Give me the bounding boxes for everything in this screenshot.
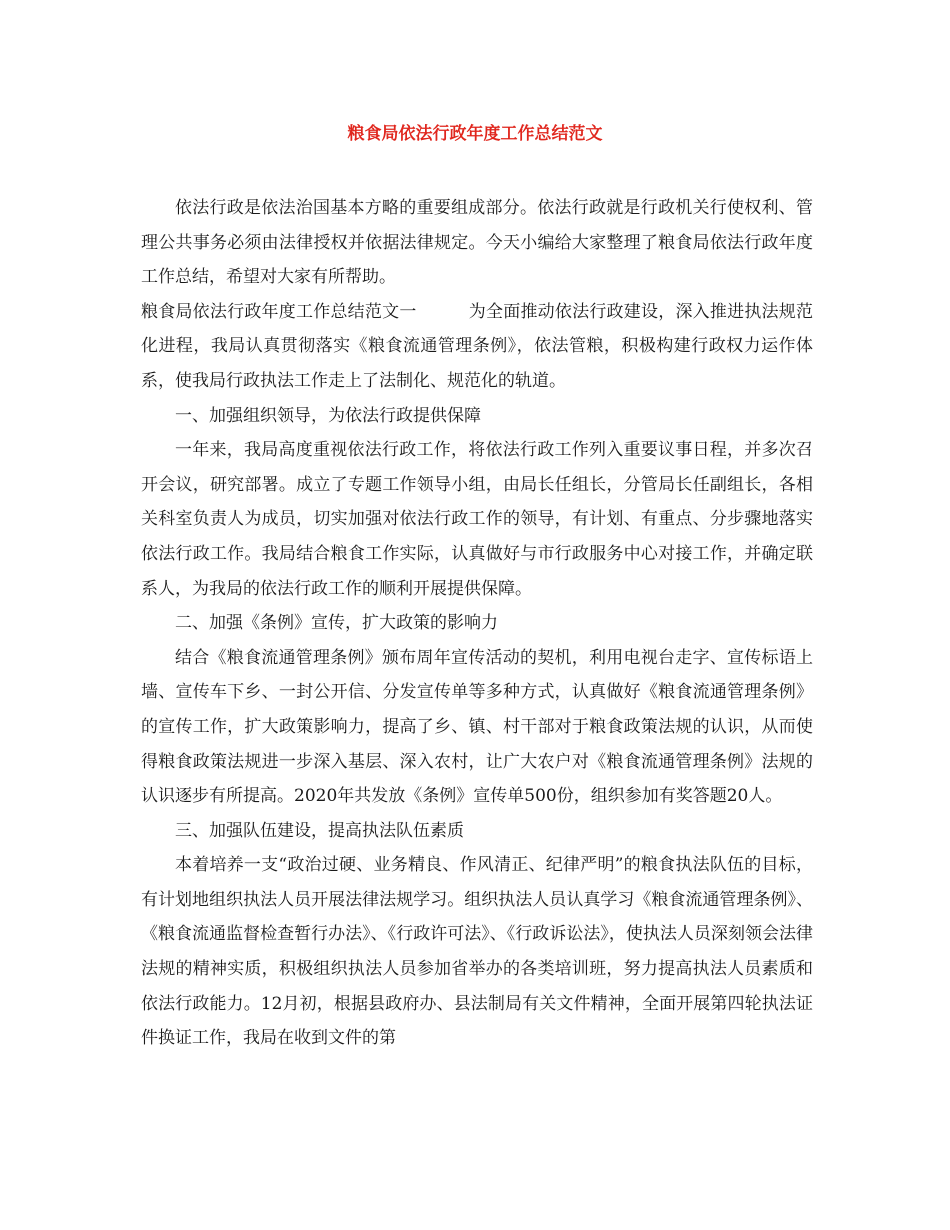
sample-opening: 为全面推动依法行政建设，深入推进执法规范化进程，我局认真贯彻落实《粮食流通管理条例》，依法管粮，积极构建行政权力运作体系，使我局行政执法工作走上了法制化、规范化的轨道。 (141, 301, 814, 391)
sample-paragraph (141, 295, 813, 399)
section3-paragraph: 本着培养一支“政治过硬、业务精良、作风清正、纪律严明”的粮食执法队伍的目标，有计划地组织执法人员开展法律法规学习。组织执法人员认真学习《粮食流通管理条例》、《粮食流通监督检查暂行办法》、《行政许可法》、《行政诉讼法》，使执法人员深刻领会法律法规的精神实质，积极组织执法人员参加省举办的各类培训班，努力提高执法人员素质和依法行政能力。12月初，根据县政府办、县法制局有关文件精神，全面开展第四轮执法证件换证工作，我局在收到文件的第 (141, 855, 813, 1049)
section1-heading: 一、加强组织领导，为依法行政提供保障 (175, 405, 481, 426)
section1-paragraph: 一年来，我局高度重视依法行政工作，将依法行政工作列入重要议事日程，并多次召开会议，研究部署。成立了专题工作领导小组，由局长任组长，分管局长任副组长，各相关科室负责人为成员，切实加强对依法行政工作的领导，有计划、有重点、分步骤地落实依法行政工作。我局结合粮食工作实际，认真做好与市行政服务中心对接工作，并确定联系人，为我局的依法行政工作的顺利开展提供保障。 (141, 440, 813, 599)
document-title: 粮食局依法行政年度工作总结范文 (347, 124, 603, 144)
section2-paragraph: 结合《粮食流通管理条例》颁布周年宣传活动的契机，利用电视台走字、宣传标语上墙、宣传车下乡、一封公开信、分发宣传单等多种方式，认真做好《粮食流通管理条例》的宣传工作，扩大政策影响力，提高了乡、镇、村干部对于粮食政策法规的认识，从而使得粮食政策法规进一步深入基层、深入农村，让广大农户对《粮食流通管理条例》法规的认识逐步有所提高。2020年共发放《条例》宣传单500份，组织参加有奖答题20人。 (141, 647, 813, 807)
section3-heading: 三、加强队伍建设，提高执法队伍素质 (175, 820, 464, 841)
document-body (141, 191, 813, 1056)
section2-heading: 二、加强《条例》宣传，扩大政策的影响力 (175, 613, 498, 634)
intro-paragraph: 依法行政是依法治国基本方略的重要组成部分。依法行政就是行政机关行使权利、管理公共事务必须由法律授权并依据法律规定。今天小编给大家整理了粮食局依法行政年度工作总结，希望对大家有所帮助。 (141, 198, 813, 288)
sample-label: 粮食局依法行政年度工作总结范文一 (141, 301, 417, 322)
